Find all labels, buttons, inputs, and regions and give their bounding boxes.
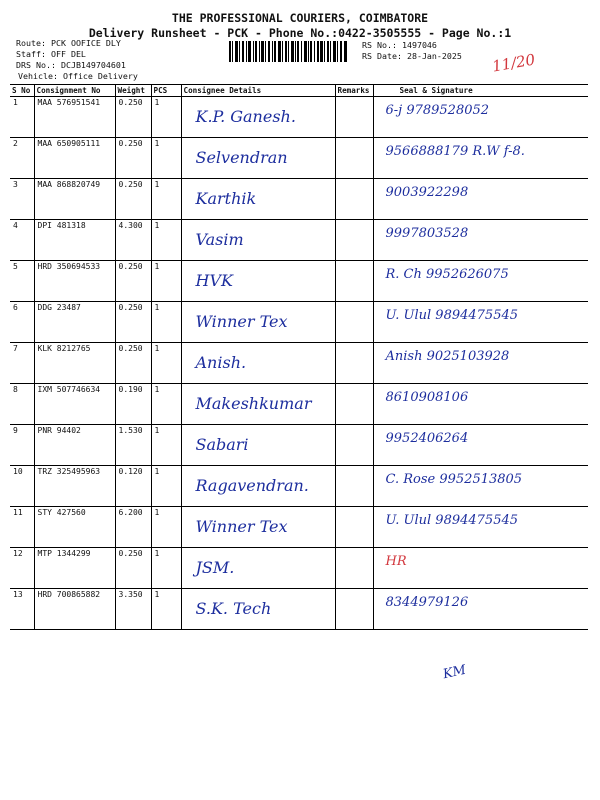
col-consignee-details: Consignee Details: [181, 85, 335, 97]
row-consignment-no: MAA 650905111: [34, 138, 115, 179]
table-row: [10, 548, 588, 589]
row-pcs: 1: [151, 97, 181, 138]
row-sno: 10: [10, 466, 34, 507]
row-consignee: [181, 302, 335, 343]
row-sno: 2: [10, 138, 34, 179]
row-sno: 9: [10, 425, 34, 466]
row-consignee: [181, 261, 335, 302]
row-signature: [373, 425, 588, 466]
rs-number: RS No.: 1497046: [362, 40, 437, 50]
runsheet-title: Delivery Runsheet - PCK - Phone No.:0422-3505555 - Page No.:1: [88, 26, 512, 40]
table-row: [10, 97, 588, 138]
row-signature: [373, 138, 588, 179]
row-weight: 0.190: [115, 384, 151, 425]
row-sno: 4: [10, 220, 34, 261]
drs-number: DRS No.: DCJB149704601: [16, 60, 126, 70]
row-pcs: 1: [151, 384, 181, 425]
handwritten-consignee: Winner Tex: [195, 517, 288, 536]
row-sno: 8: [10, 384, 34, 425]
row-signature: [373, 466, 588, 507]
handwritten-consignee: JSM.: [195, 558, 235, 577]
company-name: THE PROFESSIONAL COURIERS, COIMBATORE: [171, 11, 429, 25]
table-row: [10, 425, 588, 466]
handwritten-consignee: HVK: [195, 271, 233, 290]
handwritten-signature: 6-j 9789528052: [385, 103, 490, 118]
handwritten-signature: C. Rose 9952513805: [385, 472, 523, 487]
row-consignment-no: MAA 576951541: [34, 97, 115, 138]
row-consignee: [181, 343, 335, 384]
handwritten-consignee: Vasim: [195, 230, 244, 249]
table-row: [10, 507, 588, 548]
barcode: [229, 41, 347, 62]
handwritten-signature: HR: [385, 554, 407, 569]
row-consignee: [181, 548, 335, 589]
initials-signature: KM: [441, 662, 468, 683]
row-weight: 3.350: [115, 589, 151, 630]
row-consignment-no: TRZ 325495963: [34, 466, 115, 507]
handwritten-consignee: Karthik: [195, 189, 257, 208]
row-sno: 7: [10, 343, 34, 384]
row-signature: [373, 343, 588, 384]
table-row: [10, 343, 588, 384]
row-consignee: [181, 97, 335, 138]
row-remarks: [335, 97, 373, 138]
row-pcs: 1: [151, 466, 181, 507]
row-signature: [373, 548, 588, 589]
handwritten-consignee: Anish.: [195, 353, 247, 372]
row-signature: [373, 179, 588, 220]
handwritten-signature: 8610908106: [385, 390, 469, 405]
row-weight: 0.250: [115, 97, 151, 138]
handwritten-signature: U. Ulul 9894475545: [385, 308, 519, 323]
row-pcs: 1: [151, 589, 181, 630]
row-consignment-no: DPI 481318: [34, 220, 115, 261]
row-consignment-no: IXM 507746634: [34, 384, 115, 425]
row-remarks: [335, 507, 373, 548]
row-consignment-no: STY 427560: [34, 507, 115, 548]
row-pcs: 1: [151, 343, 181, 384]
table-row: [10, 384, 588, 425]
handwritten-consignee: Makeshkumar: [195, 394, 312, 413]
row-consignee: [181, 425, 335, 466]
col-pcs: PCS: [151, 85, 181, 97]
row-sno: 5: [10, 261, 34, 302]
table-header-row: [10, 85, 588, 97]
row-signature: [373, 97, 588, 138]
handwritten-count: 11/20: [490, 50, 537, 76]
table-row: [10, 302, 588, 343]
col-seal-signature: Seal & Signature: [373, 85, 588, 97]
table-row: [10, 466, 588, 507]
table-row: [10, 138, 588, 179]
row-pcs: 1: [151, 425, 181, 466]
row-sno: 13: [10, 589, 34, 630]
row-pcs: 1: [151, 179, 181, 220]
handwritten-consignee: K.P. Ganesh.: [195, 107, 296, 126]
row-remarks: [335, 589, 373, 630]
row-sno: 1: [10, 97, 34, 138]
row-weight: 4.300: [115, 220, 151, 261]
row-consignee: [181, 179, 335, 220]
handwritten-consignee: S.K. Tech: [195, 599, 272, 618]
table-row: [10, 261, 588, 302]
row-pcs: 1: [151, 302, 181, 343]
route-label: Route: PCK OOFICE DLY: [16, 38, 121, 48]
row-remarks: [335, 179, 373, 220]
col-consignment-no: Consignment No: [34, 85, 115, 97]
row-signature: [373, 384, 588, 425]
table-row: [10, 220, 588, 261]
row-remarks: [335, 384, 373, 425]
row-consignment-no: HRD 350694533: [34, 261, 115, 302]
row-remarks: [335, 425, 373, 466]
row-consignee: [181, 220, 335, 261]
row-weight: 6.200: [115, 507, 151, 548]
row-remarks: [335, 343, 373, 384]
col-sno: S No: [10, 85, 34, 97]
row-pcs: 1: [151, 261, 181, 302]
handwritten-signature: Anish 9025103928: [385, 349, 510, 364]
handwritten-signature: 9997803528: [385, 226, 469, 241]
handwritten-consignee: Selvendran: [195, 148, 288, 167]
rs-date: RS Date: 28-Jan-2025: [362, 51, 462, 61]
handwritten-consignee: Sabari: [195, 435, 249, 454]
row-remarks: [335, 302, 373, 343]
row-remarks: [335, 548, 373, 589]
handwritten-signature: U. Ulul 9894475545: [385, 513, 519, 528]
row-sno: 6: [10, 302, 34, 343]
handwritten-signature: R. Ch 9952626075: [385, 267, 509, 282]
row-consignment-no: PNR 94402: [34, 425, 115, 466]
handwritten-signature: 9003922298: [385, 185, 469, 200]
row-consignment-no: KLK 8212765: [34, 343, 115, 384]
staff-label: Staff: OFF DEL: [16, 49, 86, 59]
row-remarks: [335, 138, 373, 179]
handwritten-signature: 8344979126: [385, 595, 469, 610]
runsheet-table: [10, 84, 588, 630]
row-consignee: [181, 138, 335, 179]
row-weight: 0.250: [115, 261, 151, 302]
row-weight: 1.530: [115, 425, 151, 466]
vehicle-label: Vehicle: Office Delivery: [18, 71, 138, 81]
row-pcs: 1: [151, 507, 181, 548]
row-weight: 0.250: [115, 343, 151, 384]
row-consignment-no: MTP 1344299: [34, 548, 115, 589]
col-weight: Weight: [115, 85, 151, 97]
col-remarks: Remarks: [335, 85, 373, 97]
row-sno: 12: [10, 548, 34, 589]
row-remarks: [335, 261, 373, 302]
row-consignment-no: HRD 700865882: [34, 589, 115, 630]
handwritten-consignee: Winner Tex: [195, 312, 288, 331]
row-signature: [373, 302, 588, 343]
row-weight: 0.120: [115, 466, 151, 507]
handwritten-signature: 9952406264: [385, 431, 469, 446]
row-remarks: [335, 220, 373, 261]
row-consignee: [181, 507, 335, 548]
table-row: [10, 589, 588, 630]
row-consignment-no: MAA 868820749: [34, 179, 115, 220]
row-weight: 0.250: [115, 548, 151, 589]
row-sno: 11: [10, 507, 34, 548]
table-row: [10, 179, 588, 220]
row-signature: [373, 507, 588, 548]
row-weight: 0.250: [115, 179, 151, 220]
handwritten-consignee: Ragavendran.: [195, 476, 309, 495]
row-consignment-no: DDG 23487: [34, 302, 115, 343]
row-weight: 0.250: [115, 302, 151, 343]
handwritten-signature: 9566888179 R.W f-8.: [385, 144, 525, 159]
row-weight: 0.250: [115, 138, 151, 179]
row-remarks: [335, 466, 373, 507]
row-pcs: 1: [151, 220, 181, 261]
row-pcs: 1: [151, 548, 181, 589]
row-consignee: [181, 589, 335, 630]
row-sno: 3: [10, 179, 34, 220]
row-signature: [373, 589, 588, 630]
row-consignee: [181, 384, 335, 425]
row-consignee: [181, 466, 335, 507]
row-signature: [373, 220, 588, 261]
row-signature: [373, 261, 588, 302]
row-pcs: 1: [151, 138, 181, 179]
